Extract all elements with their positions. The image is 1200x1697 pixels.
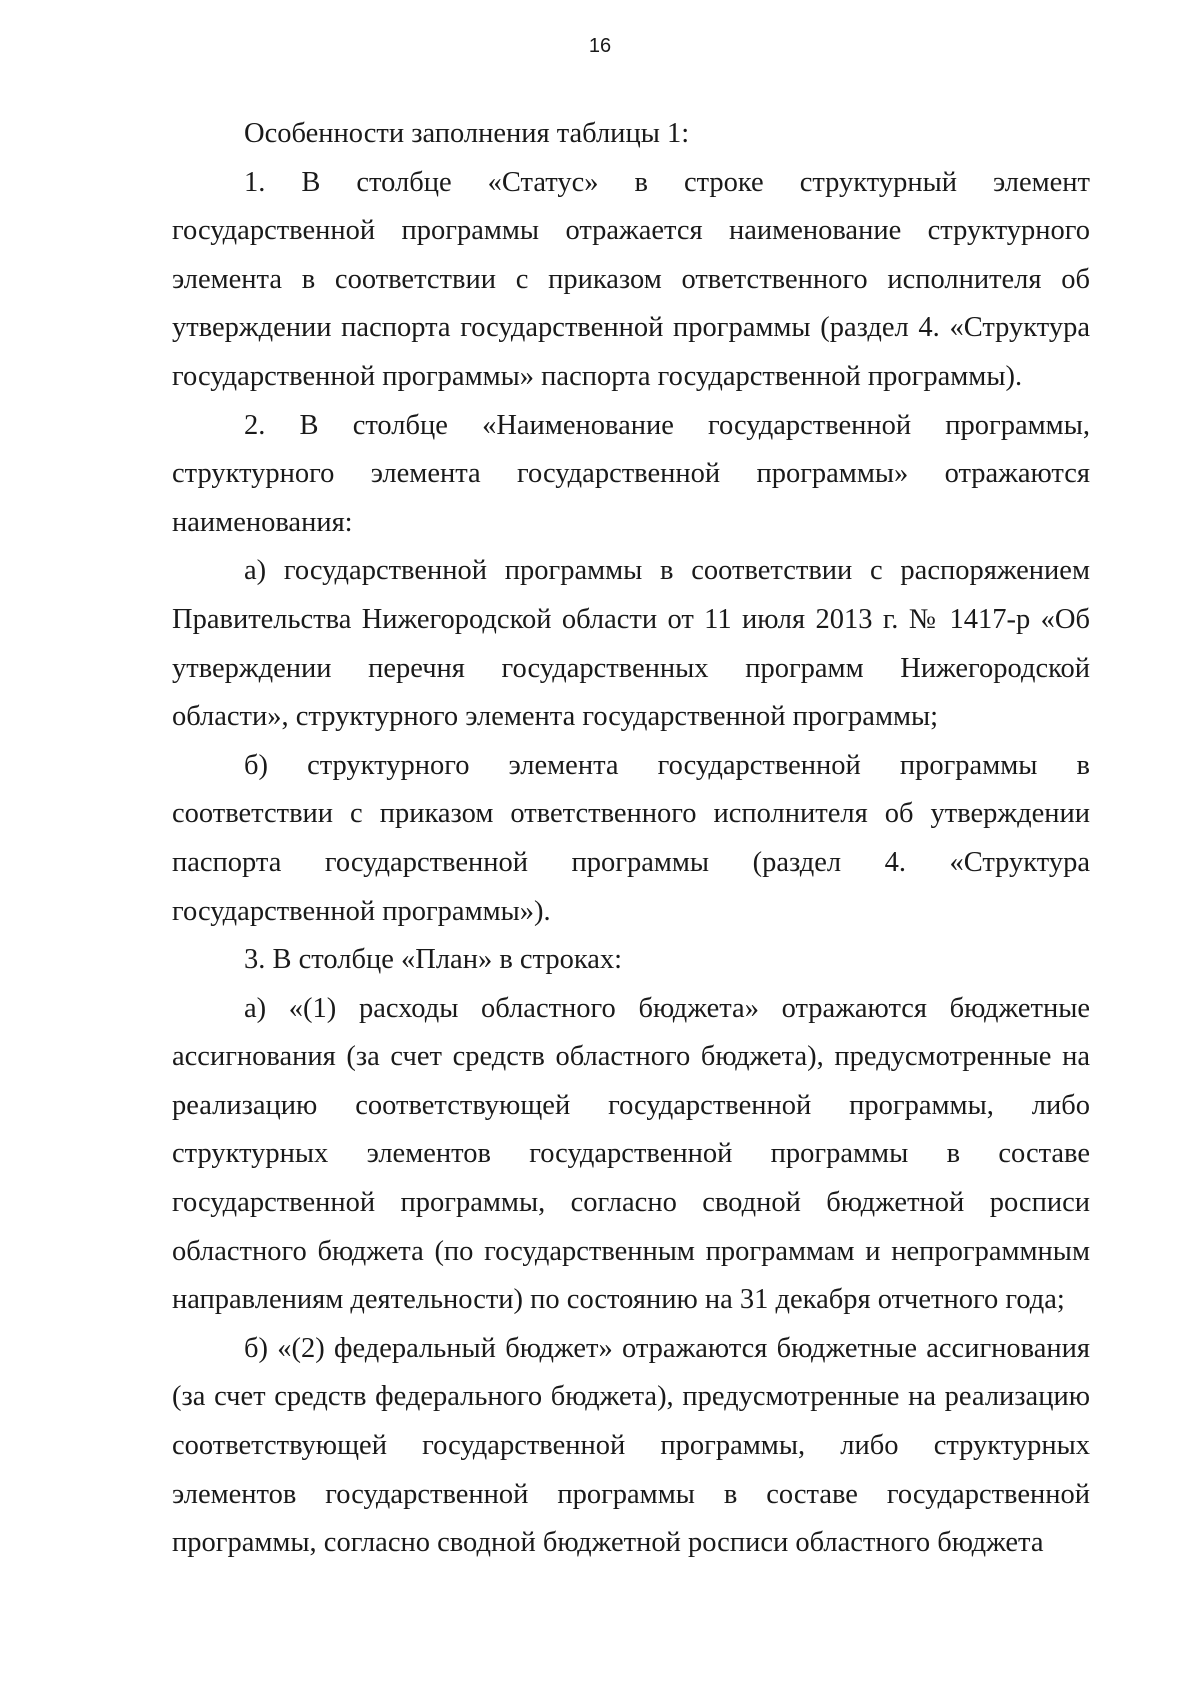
paragraph-intro: Особенности заполнения таблицы 1: <box>244 118 690 149</box>
paragraph-item-3a: а) «(1) расходы областного бюджета» отражаются бюджетные ассигнования (за счет средств областного бюджета), предусмотренные на реализацию соответствующей государственной программы, либо структурных элементов государственной программы в составе государственной программы, согласно сводной бюджетной росписи областного бюджета (по государственным программам и непрограммным направлениям деятельности) по состоянию на 31 декабря отчетного года; <box>172 992 1090 1316</box>
paragraph-item-2b: б) структурного элемента государственной программы в соответствии с приказом ответственного исполнителя об утверждении паспорта государственной программы (раздел 4. «Структура государственной программы»). <box>172 749 1090 927</box>
paragraph-item-2a: а) государственной программы в соответствии с распоряжением Правительства Нижегородской области от 11 июля 2013 г. № 1417-р «Об утверждении перечня государственных программ Нижегородской области», структурного элемента государственной программы; <box>172 555 1090 733</box>
paragraph-item-3b: б) «(2) федеральный бюджет» отражаются бюджетные ассигнования (за счет средств федерального бюджета), предусмотренные на реализацию соответствующей государственной программы, либо структурных элементов государственной программы в составе государственной программы, согласно сводной бюджетной росписи областного бюджета <box>172 1332 1090 1559</box>
paragraph-item-3: 3. В столбце «План» в строках: <box>244 944 623 976</box>
document-body <box>172 110 1090 1568</box>
paragraph-item-1: 1. В столбце «Статус» в строке структурный элемент государственной программы отражается наименование структурного элемента в соответствии с приказом ответственного исполнителя об утверждении паспорта государственной программы (раздел 4. «Структура государственной программы» паспорта государственной программы). <box>172 166 1090 392</box>
paragraph-item-2: 2. В столбце «Наименование государственной программы, структурного элемента государственной программы» отражаются наименования: <box>172 409 1090 538</box>
page-number: 16 <box>588 35 612 57</box>
